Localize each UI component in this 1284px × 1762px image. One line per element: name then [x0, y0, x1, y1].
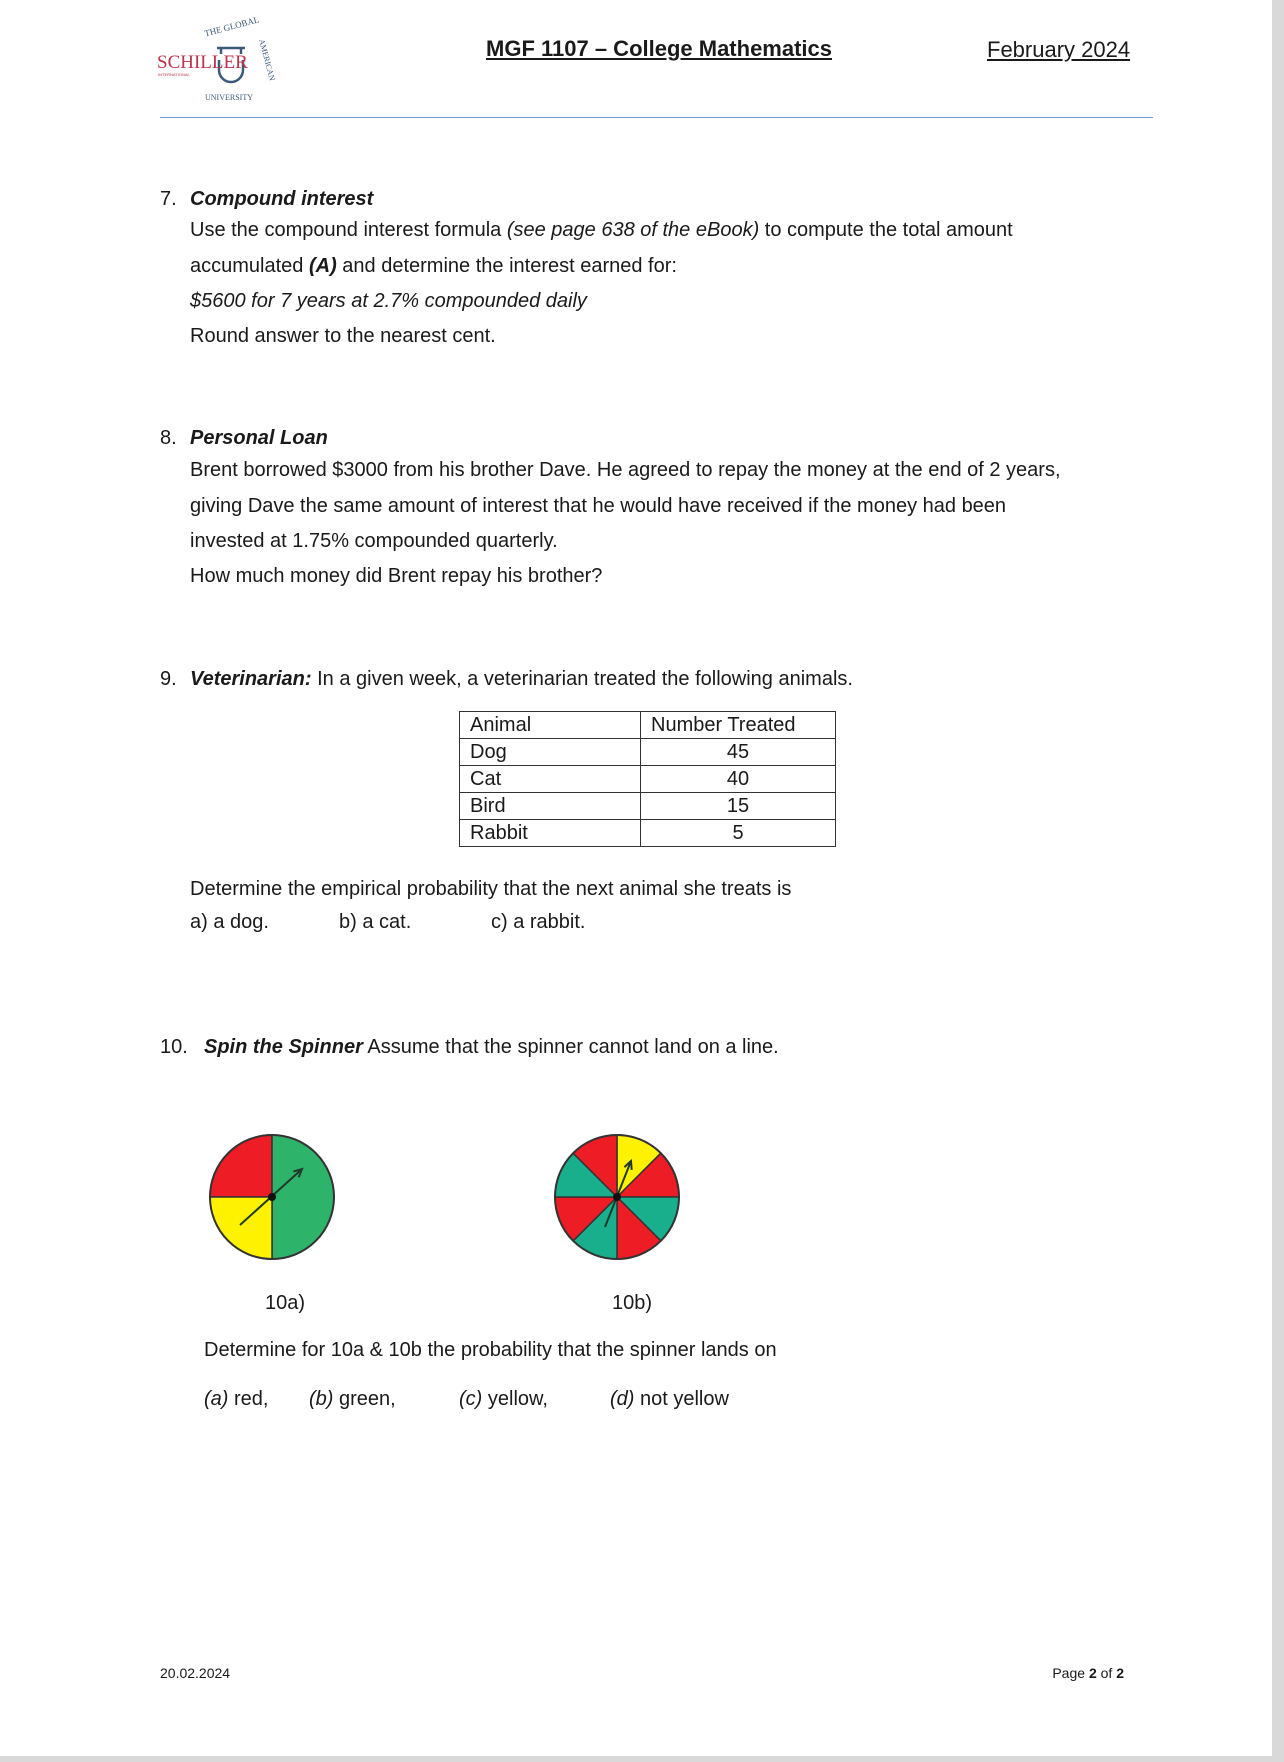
table-row	[460, 766, 836, 793]
q10-number: 10.	[160, 1036, 188, 1058]
q10-option-b: (b) green,	[309, 1388, 396, 1410]
q10-option-c: (c) yellow,	[459, 1388, 548, 1410]
cell-animal: Rabbit	[460, 820, 641, 847]
cell-count: 45	[641, 739, 836, 766]
cell-animal: Cat	[460, 766, 641, 793]
table-row	[460, 793, 836, 820]
q9-number: 9.	[160, 668, 177, 690]
q10-question: Determine for 10a & 10b the probability that the spinner lands on	[204, 1339, 777, 1361]
q7-line3: $5600 for 7 years at 2.7% compounded daily	[190, 290, 587, 312]
table-header-row	[460, 712, 836, 739]
header-animal: Animal	[460, 712, 641, 739]
q8-number: 8.	[160, 427, 177, 449]
q10-option-a: (a) red,	[204, 1388, 269, 1410]
schiller-logo	[155, 14, 277, 106]
q9-intro: Veterinarian: In a given week, a veterinarian treated the following animals.	[190, 668, 853, 690]
cell-animal: Bird	[460, 793, 641, 820]
q7-title: Compound interest	[190, 188, 374, 210]
q9-option-c: c) a rabbit.	[491, 911, 586, 933]
table-row	[460, 820, 836, 847]
spinner-sector	[272, 1135, 334, 1259]
spinner-10a	[208, 1133, 336, 1261]
q10-intro: Spin the Spinner Assume that the spinner cannot land on a line.	[204, 1036, 779, 1058]
cell-count: 5	[641, 820, 836, 847]
q8-title: Personal Loan	[190, 427, 328, 449]
header-divider	[160, 117, 1153, 118]
spinner-10b-label: 10b)	[612, 1292, 653, 1314]
cell-count: 15	[641, 793, 836, 820]
table-row	[460, 739, 836, 766]
header-date: February 2024	[987, 37, 1131, 62]
svg-text:INTERNATIONAL: INTERNATIONAL	[158, 72, 190, 77]
q9-option-a: a) a dog.	[190, 911, 269, 933]
q7-line1: Use the compound interest formula (see page 638 of the eBook) to compute the total amount	[190, 219, 1013, 241]
spinner-10a-label: 10a)	[265, 1292, 306, 1314]
spinner-10b	[553, 1133, 681, 1261]
q9-question: Determine the empirical probability that the next animal she treats is	[190, 878, 792, 900]
q7-line4: Round answer to the nearest cent.	[190, 325, 496, 347]
footer-page-number: Page 2 of 2	[1052, 1665, 1124, 1681]
spinner-hub	[613, 1193, 621, 1201]
q10-option-d: (d) not yellow	[610, 1388, 729, 1410]
q7-number: 7.	[160, 188, 177, 210]
spinner-hub	[268, 1193, 276, 1201]
q8-line4: How much money did Brent repay his brother?	[190, 565, 603, 587]
q8-line2: giving Dave the same amount of interest that he would have received if the money had been	[190, 495, 1007, 517]
footer-date: 20.02.2024	[160, 1665, 231, 1681]
svg-text:SCHILLER: SCHILLER	[157, 52, 248, 73]
q9-option-b: b) a cat.	[339, 911, 412, 933]
animals-table	[459, 711, 836, 847]
q7-line2: accumulated (A) and determine the interest earned for:	[190, 255, 677, 277]
course-title: MGF 1107 – College Mathematics	[486, 36, 833, 61]
q8-line1: Brent borrowed $3000 from his brother Dave. He agreed to repay the money at the end of 2 years,	[190, 459, 1061, 481]
svg-text:AMERICAN: AMERICAN	[257, 38, 277, 82]
cell-animal: Dog	[460, 739, 641, 766]
cell-count: 40	[641, 766, 836, 793]
header-number-treated: Number Treated	[641, 712, 836, 739]
svg-text:UNIVERSITY: UNIVERSITY	[205, 93, 253, 102]
q8-line3: invested at 1.75% compounded quarterly.	[190, 530, 558, 552]
svg-text:THE GLOBAL: THE GLOBAL	[203, 14, 261, 39]
